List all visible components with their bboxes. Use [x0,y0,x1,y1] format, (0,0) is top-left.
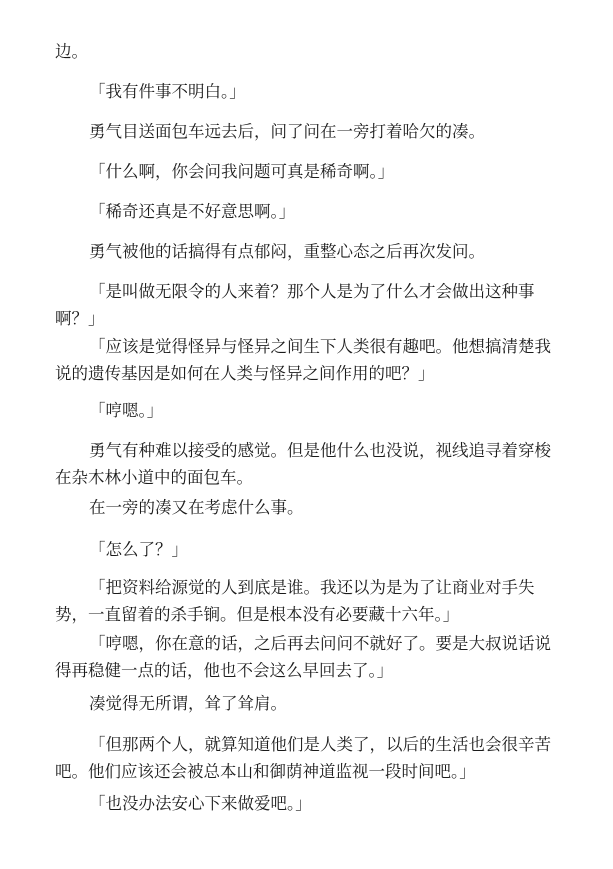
paragraph-6: 勇气被他的话搞得有点郁闷，重整心态之后再次发问。 [89,242,485,261]
paragraph-8: 「应该是觉得怪异与怪异之间生下人类很有趣吧。他想搞清楚我说的遗传基因是如何在人类与怪异之间作用的吧？」 [55,337,551,383]
paragraph-14: 「哼嗯，你在意的话，之后再去问问不就好了。要是大叔说话说得再稳健一点的话，他也不会这么早回去了。」 [55,634,551,680]
paragraph-15: 凑觉得无所谓，耸了耸肩。 [89,694,287,713]
paragraph-1: 边。 [55,42,88,61]
paragraph-10: 勇气有种难以接受的感觉。但是他什么也没说，视线追寻着穿梭在杂木林小道中的面包车。 [55,441,551,487]
paragraph-4: 「什么啊，你会问我问题可真是稀奇啊。」 [89,162,395,181]
paragraph-2: 「我有件事不明白。」 [89,82,246,101]
paragraph-7: 「是叫做无限令的人来着？那个人是为了什么才会做出这种事啊？」 [55,282,535,328]
paragraph-11: 在一旁的凑又在考虑什么事。 [89,498,304,517]
paragraph-12: 「怎么了？」 [89,540,188,559]
paragraph-3: 勇气目送面包车远去后，问了问在一旁打着哈欠的凑。 [89,122,485,141]
paragraph-5: 「稀奇还真是不好意思啊。」 [89,202,296,221]
paragraph-13: 「把资料给源觉的人到底是谁。我还以为是为了让商业对手失势，一直留着的杀手锏。但是根本没有必要藏十六年。」 [55,578,535,624]
paragraph-17: 「也没办法安心下来做爱吧。」 [89,794,312,813]
paragraph-16: 「但那两个人，就算知道他们是人类了，以后的生活也会很辛苦吧。他们应该还会被总本山和御荫神道监视一段时间吧。」 [55,735,551,781]
paragraph-9: 「哼嗯。」 [89,401,164,420]
